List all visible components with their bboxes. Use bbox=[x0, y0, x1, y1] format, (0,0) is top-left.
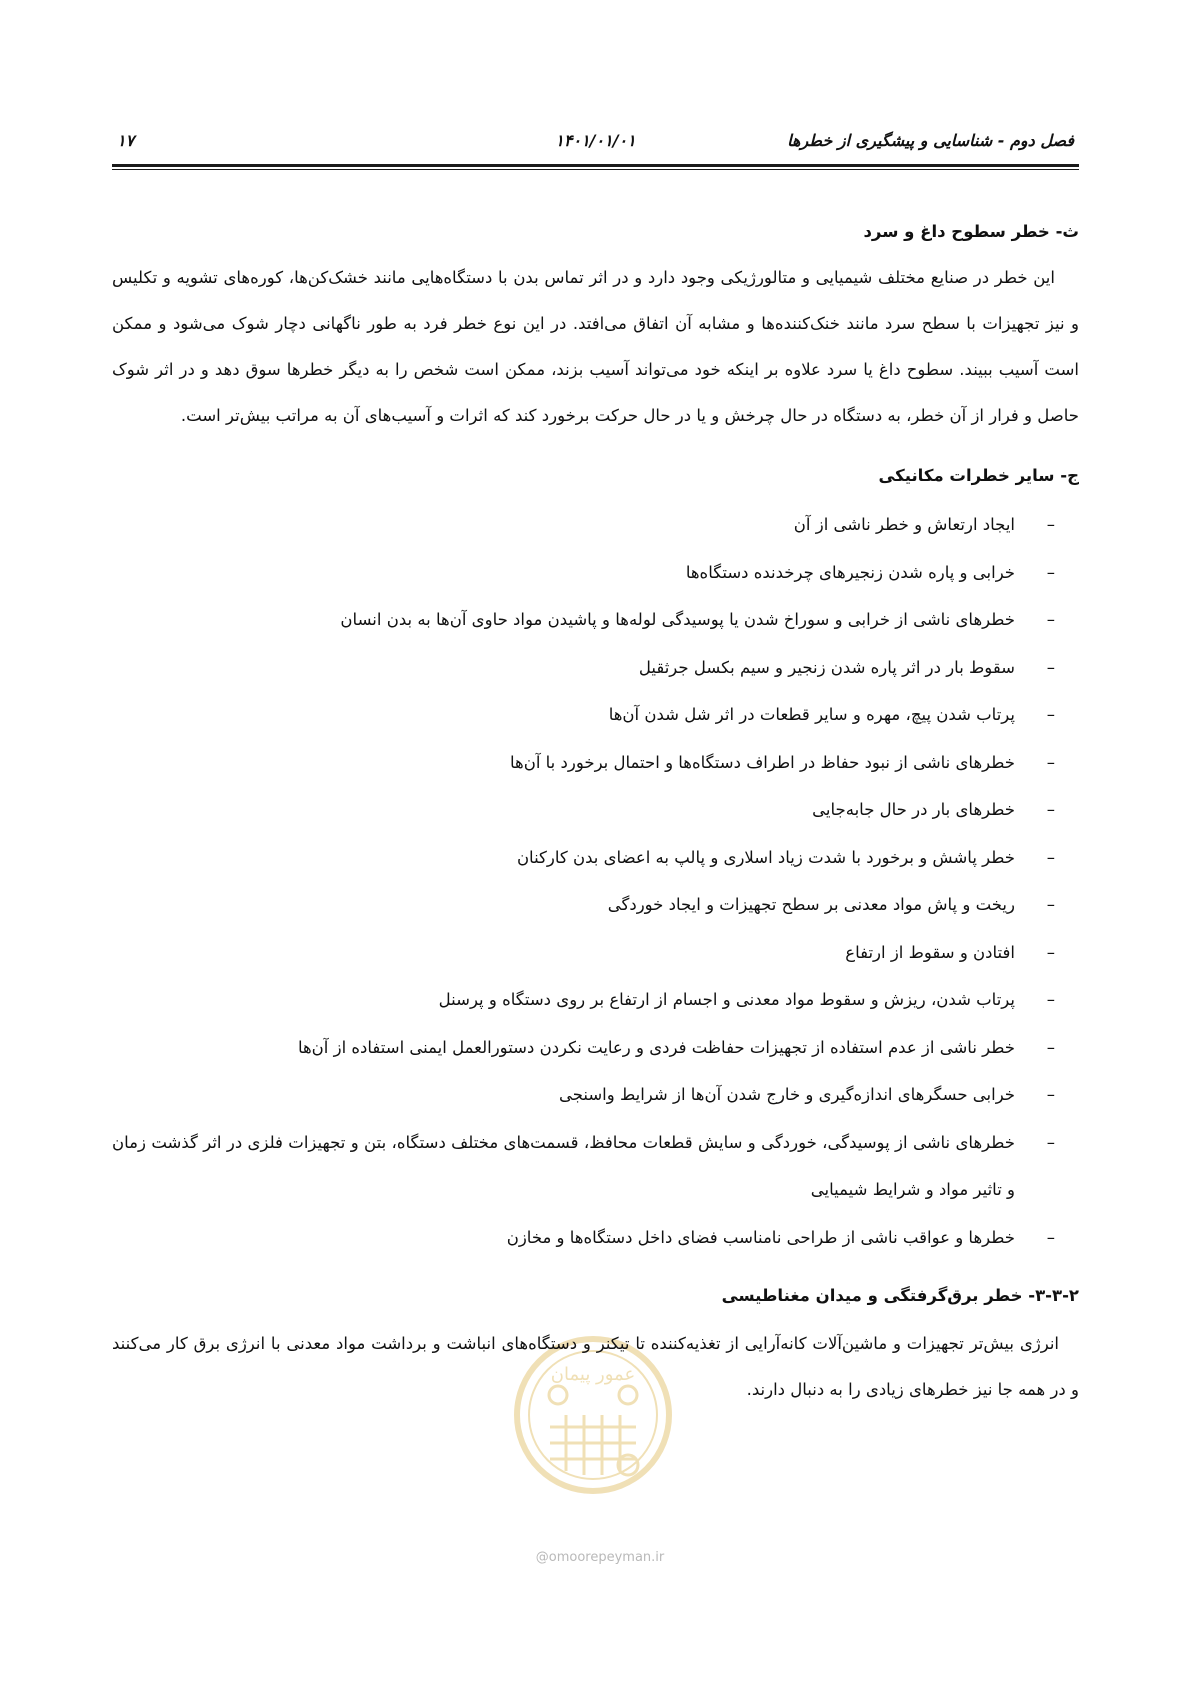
bullet-dash: – bbox=[1046, 705, 1055, 724]
list-item bbox=[112, 596, 1079, 644]
list-item-text: خطر ناشی از عدم استفاده از تجهیزات حفاظت فردی و رعایت نکردن دستورالعمل ایمنی استفاده از آن‌ها bbox=[297, 1037, 1015, 1057]
list-item bbox=[112, 501, 1079, 549]
bullet-dash: – bbox=[1046, 515, 1055, 534]
list-item-text: خرابی و پاره شدن زنجیرهای چرخدنده دستگاه‌ها bbox=[685, 562, 1015, 582]
bullet-dash: – bbox=[1046, 1037, 1055, 1057]
bullet-dash: – bbox=[1046, 847, 1055, 867]
page-header bbox=[117, 131, 1074, 161]
watermark-logo-text: عمور پیمان bbox=[550, 1364, 636, 1385]
list-item bbox=[112, 1214, 1079, 1262]
page-number: ۱۷ bbox=[117, 131, 135, 150]
list-item-text: خطرهای بار در حال جابه‌جایی bbox=[812, 800, 1015, 819]
bullet-dash: – bbox=[1046, 657, 1055, 677]
list-item-text: افتادن و سقوط از ارتفاع bbox=[845, 942, 1015, 962]
bullet-dash: – bbox=[1046, 562, 1055, 582]
header-rule-thick bbox=[112, 164, 1079, 167]
section-heading-electric: ۳-۳-۲- خطر برق‌گرفتگی و میدان مغناطیسی bbox=[721, 1286, 1079, 1305]
paragraph-hot-cold: این خطر در صنایع مختلف شیمیایی و متالورژیکی وجود دارد و در اثر تماس بدن با دستگاه‌هایی مانند خشک‌کن‌ها، کوره‌های تشویه و تکلیس و نیز تجهیزات با سطح سرد مانند خنک‌کننده‌ها و مشابه آن اتفاق می‌افتد. در این نوع خطر فرد به طور ناگهانی دچار شوک می‌شود و ممکن است آسیب ببیند. سطوح داغ یا سرد علاوه بر اینکه خود می‌تواند آسیب بزند، ممکن است شخص را به دیگر خطرها سوق دهد و در اثر شوک حاصل و فرار از آن خطر، به دستگاه در حال چرخش و یا در حال حرکت برخورد کند که اثرات و آسیب‌های آن به مراتب بیش‌تر است. bbox=[112, 268, 1079, 425]
section-heading-hot-cold: ث- خطر سطوح داغ و سرد bbox=[863, 222, 1079, 241]
bullet-dash: – bbox=[1046, 895, 1055, 914]
list-item bbox=[112, 786, 1079, 834]
list-item bbox=[112, 1071, 1079, 1119]
list-item-text: ایجاد ارتعاش و خطر ناشی از آن bbox=[793, 515, 1015, 534]
bullet-dash: – bbox=[1046, 800, 1055, 819]
list-item bbox=[112, 691, 1079, 739]
list-item-text: خطرهای ناشی از پوسیدگی، خوردگی و سایش قطعات محافظ، قسمت‌های مختلف دستگاه، بتن و تجهیزات فلزی در اثر گذشت زمان و تاثیر مواد و شرایط شیمیایی bbox=[112, 1132, 1015, 1199]
list-item-text: خطرها و عواقب ناشی از طراحی نامناسب فضای داخل دستگاه‌ها و مخازن bbox=[506, 1227, 1015, 1247]
bullet-dash: – bbox=[1046, 990, 1055, 1009]
list-item-text: خطر پاشش و برخورد با شدت زیاد اسلاری و پالپ به اعضای بدن کارکنان bbox=[516, 847, 1015, 867]
list-item-text: ریخت و پاش مواد معدنی بر سطح تجهیزات و ایجاد خوردگی bbox=[607, 895, 1015, 914]
bullet-dash: – bbox=[1046, 1085, 1055, 1104]
list-item bbox=[112, 929, 1079, 977]
section-heading-mechanical: ج- سایر خطرات مکانیکی bbox=[878, 466, 1079, 485]
bullet-dash: – bbox=[1046, 942, 1055, 962]
list-item-text: پرتاب شدن، ریزش و سقوط مواد معدنی و اجسام از ارتفاع بر روی دستگاه و پرسنل bbox=[438, 990, 1015, 1009]
mechanical-hazards-list bbox=[112, 501, 1079, 1261]
list-item bbox=[112, 549, 1079, 597]
list-item-text: خرابی حسگرهای اندازه‌گیری و خارج شدن آن‌ها از شرایط واسنجی bbox=[558, 1085, 1015, 1104]
chapter-title: فصل دوم - شناسایی و پیشگیری از خطرها bbox=[787, 131, 1074, 150]
header-date: ۱۴۰۱/۰۱/۰۱ bbox=[555, 131, 636, 150]
paragraph-electric: انرژی بیش‌تر تجهیزات و ماشین‌آلات کانه‌آرایی از تغذیه‌کننده تا تیکنر و دستگاه‌های انباشت و برداشت مواد معدنی با انرژی برق کار می‌کنند و در همه جا نیز خطرهای زیادی را به دنبال دارند. bbox=[112, 1334, 1079, 1399]
list-item-text: خطرهای ناشی از خرابی و سوراخ شدن یا پوسیدگی لوله‌ها و پاشیدن مواد حاوی آن‌ها به بدن انسان bbox=[340, 610, 1015, 629]
page-content bbox=[112, 215, 1079, 1413]
bullet-dash: – bbox=[1046, 610, 1055, 629]
list-item-text: سقوط بار در اثر پاره شدن زنجیر و سیم بکسل جرثقیل bbox=[638, 657, 1015, 677]
bullet-dash: – bbox=[1046, 1132, 1055, 1152]
list-item bbox=[112, 1119, 1079, 1214]
bullet-dash: – bbox=[1046, 1227, 1055, 1247]
list-item-text: خطرهای ناشی از نبود حفاظ در اطراف دستگاه‌ها و احتمال برخورد با آن‌ها bbox=[509, 752, 1015, 772]
watermark-url: @omoorepeyman.ir bbox=[535, 1550, 665, 1565]
list-item-text: پرتاب شدن پیچ، مهره و سایر قطعات در اثر شل شدن آن‌ها bbox=[608, 705, 1015, 724]
header-rule-thin bbox=[112, 169, 1079, 170]
list-item bbox=[112, 834, 1079, 882]
list-item bbox=[112, 881, 1079, 929]
list-item bbox=[112, 644, 1079, 692]
bullet-dash: – bbox=[1046, 752, 1055, 772]
list-item bbox=[112, 739, 1079, 787]
list-item bbox=[112, 976, 1079, 1024]
list-item bbox=[112, 1024, 1079, 1072]
